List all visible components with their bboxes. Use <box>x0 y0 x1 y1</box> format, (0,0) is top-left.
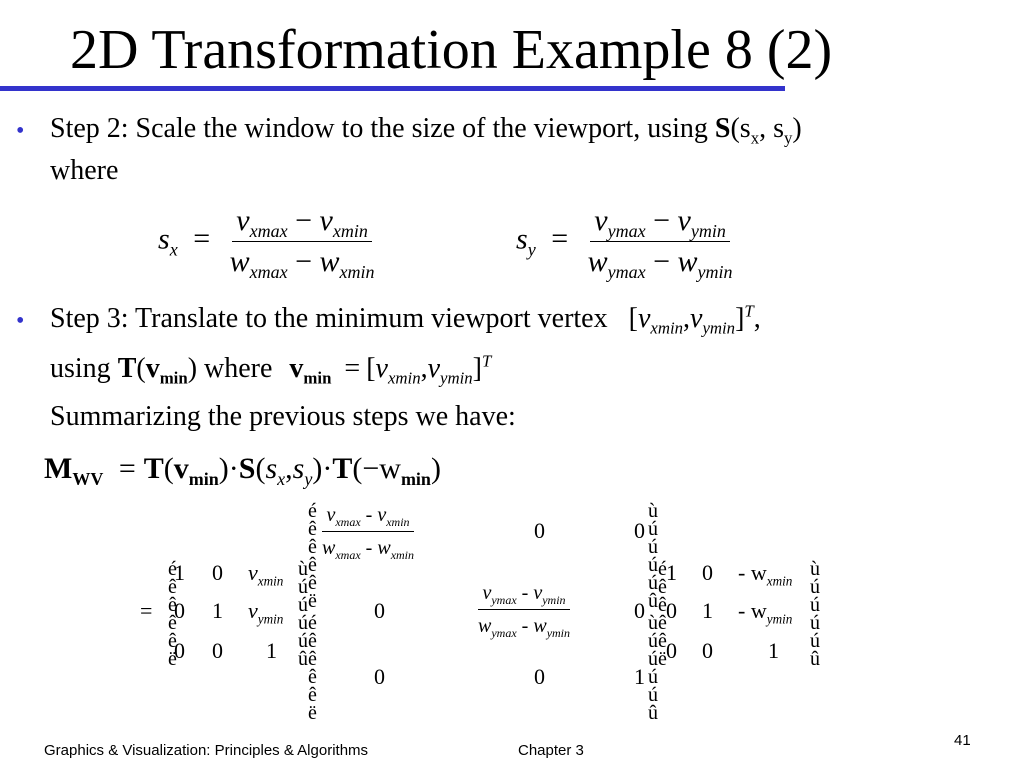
step3-v1b: v <box>375 353 388 384</box>
mm-r2c2-num-dash: - <box>521 582 529 604</box>
step3-v1: v <box>637 303 651 334</box>
mm-r2c2-den-dash: - <box>521 615 529 637</box>
mwv-comma: , <box>285 452 293 485</box>
mwv-close1: ) <box>218 452 229 485</box>
sy-num-v2: v <box>677 204 691 237</box>
mwv-S: S <box>238 452 256 485</box>
rm-r3c3: 1 <box>768 638 779 663</box>
step3-sep2: , <box>420 353 428 384</box>
sy-num-v1-sub: ymax <box>607 221 646 241</box>
sy-lhs: s <box>516 222 528 256</box>
mwv-close3: ) <box>430 452 441 485</box>
sx-den-minus: − <box>295 245 313 278</box>
lm-r1c3 <box>248 560 284 589</box>
lm-r3c1: 0 <box>174 638 185 663</box>
matrix-eq: = <box>140 598 153 623</box>
mwv-close2: ) <box>312 452 323 485</box>
mid-matrix-close-bracket-bottom: ù ú ú ú ú û <box>648 612 658 724</box>
mid-matrix-open-bracket-top: é ê ê ê ê ë <box>308 500 317 612</box>
sx-den-w2-sub: xmin <box>339 262 375 282</box>
mwv-dot2: · <box>322 452 333 485</box>
rm-r1c3 <box>738 560 793 589</box>
mm-r1c1-num-v1: v <box>326 504 336 526</box>
lm-r1c2: 0 <box>212 560 223 585</box>
sx-lhs-sub: x <box>169 239 178 260</box>
lm-r1c3-sub: xmin <box>257 573 284 589</box>
mwv-v: v <box>173 452 189 485</box>
sx-lhs: s <box>158 222 170 256</box>
step3-v1b-sub: xmin <box>387 368 421 388</box>
mwv-M: M <box>44 452 73 485</box>
rm-r2c1: 0 <box>666 598 677 623</box>
step3-paren-close: ) <box>187 353 198 384</box>
lm-r1c1: 1 <box>174 560 185 585</box>
mwv-sy: s <box>292 452 305 485</box>
sx-num-v1-sub: xmax <box>249 221 288 241</box>
mwv-M-sub: WV <box>72 469 104 489</box>
mm-r3c3: 1 <box>634 664 645 689</box>
step3-where: where <box>204 353 273 384</box>
mm-r1c1-num <box>322 502 413 532</box>
rm-r2c3-text: - w <box>738 598 767 623</box>
mm-r1c3: 0 <box>634 518 645 543</box>
mm-r3c2: 0 <box>534 664 545 689</box>
mm-r2c1: 0 <box>374 598 385 623</box>
right-matrix-open-bracket: é ê ê ê ê ë <box>658 558 667 670</box>
step2-close: ) <box>792 113 802 144</box>
step3-vec-v: v <box>145 353 160 384</box>
mwv-w-sub: min <box>400 469 431 489</box>
rm-r2c3 <box>738 598 793 627</box>
mm-r1c1-num-v2-sub: xmin <box>386 515 410 529</box>
step3-v2-sub: ymin <box>702 318 736 338</box>
sx-num-minus: − <box>295 204 313 237</box>
step3-trail: , <box>753 303 761 334</box>
mm-r2c2-den-w1-sub: ymax <box>491 626 517 640</box>
rm-r1c3-sub: xmin <box>766 573 793 589</box>
step3-v2: v <box>690 303 703 334</box>
mm-r1c1-fraction <box>318 502 418 561</box>
mm-r1c1-num-v1-sub: xmax <box>335 515 361 529</box>
lm-r2c1: 0 <box>174 598 185 623</box>
mwv-neg-w: (−w <box>352 452 401 485</box>
sx-den-w1: w <box>229 245 250 278</box>
mm-r2c2-den <box>474 610 574 639</box>
mm-r1c1-frac <box>318 502 418 561</box>
lm-r3c2: 0 <box>212 638 223 663</box>
step3-v1-sub: xmin <box>650 318 683 338</box>
bullet-dot-2: • <box>16 308 25 334</box>
mwv-sy-sub: y <box>304 469 313 489</box>
mid-matrix-open-bracket-bottom: é ê ê ê ê ë <box>308 612 317 724</box>
mwv-open1: ( <box>163 452 174 485</box>
mm-r2c3: 0 <box>634 598 645 623</box>
step3-v2b: v <box>427 353 441 384</box>
step3-sep: , <box>683 303 690 334</box>
mwv-v-sub: min <box>188 469 219 489</box>
sx-den-w2: w <box>319 245 340 278</box>
mm-r1c1-den-w1-sub: xmax <box>335 548 361 562</box>
footer-chapter: Chapter 3 <box>518 742 584 759</box>
rm-r1c2: 0 <box>702 560 713 585</box>
step2-comma: , s <box>759 113 784 144</box>
step3-eq: = <box>344 353 361 384</box>
sy-eq: = <box>551 222 569 256</box>
mm-r2c2-den-w1: w <box>478 615 492 637</box>
step3-bracket-open: [ <box>366 353 376 384</box>
rm-r3c2: 0 <box>702 638 713 663</box>
mm-r3c1: 0 <box>374 664 385 689</box>
left-matrix-open-bracket: é ê ê ê ê ë <box>168 558 177 670</box>
sx-num-v1: v <box>236 204 250 237</box>
mm-r1c1-den <box>318 532 418 561</box>
slide-title: 2D Transformation Example 8 (2) <box>70 19 833 81</box>
step2-sub-y: y <box>784 128 793 148</box>
step2-sub-x: x <box>750 128 760 148</box>
mwv-sx: s <box>265 452 278 485</box>
step3-vertex-close: ] <box>735 303 745 334</box>
rm-r3c1: 0 <box>666 638 677 663</box>
footer-book-title: Graphics & Visualization: Principles & Algorithms <box>44 742 369 759</box>
mwv-open2: ( <box>255 452 266 485</box>
mid-matrix-close-bracket-top: ù ú ú ú ú û <box>648 500 658 612</box>
mm-r2c2-num-v2: v <box>533 582 543 604</box>
mm-r1c1-den-dash: - <box>365 537 373 559</box>
right-matrix-close-bracket: ù ú ú ú ú û <box>810 558 820 670</box>
step2-S: S <box>714 113 731 144</box>
step3-vertex-open: [ <box>628 303 638 334</box>
step3-text: Step 3: Translate to the minimum viewport vertex <box>50 303 608 334</box>
bullet-dot-1: • <box>16 118 25 144</box>
rm-r1c1: 1 <box>666 560 677 585</box>
step3-using: using <box>50 353 111 384</box>
rm-r1c3-text: - w <box>738 560 767 585</box>
sy-den-w2-sub: ymin <box>697 262 733 282</box>
mm-r2c2-num-v1-sub: ymax <box>491 593 517 607</box>
footer-page-number: 41 <box>954 732 971 749</box>
step3-vmin-sub: min <box>159 368 188 388</box>
sx-den-w1-sub: xmax <box>249 262 288 282</box>
step3-vmin-sub2: min <box>303 368 332 388</box>
mwv-eq: = <box>118 452 136 485</box>
step2-open: (s <box>730 113 751 144</box>
mm-r2c2-frac <box>474 580 574 639</box>
rm-r2c3-sub: ymin <box>766 611 793 627</box>
sx-num-v2-sub: xmin <box>332 221 368 241</box>
step3-v2b-sub: ymin <box>440 368 473 388</box>
mm-r1c1-den-w1: w <box>322 537 336 559</box>
mm-r2c2-num <box>478 580 569 610</box>
lm-r2c2: 1 <box>212 598 223 623</box>
step2-line2: where <box>50 155 119 186</box>
mwv-sx-sub: x <box>277 469 286 489</box>
step3-transpose2: T <box>481 351 492 371</box>
step3-summarizing: Summarizing the previous steps we have: <box>50 401 516 432</box>
sy-den-w1-sub: ymax <box>607 262 646 282</box>
mm-r2c2-den-w2-sub: ymin <box>546 626 571 640</box>
mm-r2c2-num-v2-sub: ymin <box>542 593 566 607</box>
sy-num-v2-sub: ymin <box>690 221 726 241</box>
mwv-dot1: · <box>228 452 239 485</box>
sy-num-v1: v <box>594 204 608 237</box>
lm-r3c3: 1 <box>266 638 277 663</box>
step3-transpose: T <box>744 301 754 321</box>
sy-den-minus: − <box>653 245 671 278</box>
sy-num-minus: − <box>653 204 671 237</box>
sy-lhs-sub: y <box>527 239 536 260</box>
sx-num-v2: v <box>319 204 333 237</box>
step3-bracket-close: ] <box>472 353 482 384</box>
step3-T: T <box>117 353 137 384</box>
lm-r2c3 <box>248 598 284 627</box>
step2-text: Step 2: Scale the window to the size of the viewport, using <box>50 113 715 144</box>
lm-r1c3-v: v <box>248 560 258 585</box>
step3-paren-open: ( <box>136 353 146 384</box>
sx-eq: = <box>193 222 211 256</box>
mm-r2c2-fraction <box>474 580 574 639</box>
sy-den-w1: w <box>587 245 608 278</box>
rm-r2c2: 1 <box>702 598 713 623</box>
mm-r2c2-num-v1: v <box>482 582 492 604</box>
left-matrix-close-bracket: ù ú ú ú ú û <box>298 558 308 670</box>
mm-r1c2: 0 <box>534 518 545 543</box>
mwv-T1: T <box>143 452 164 485</box>
sy-den-w2: w <box>677 245 698 278</box>
mm-r1c1-num-dash: - <box>365 504 373 526</box>
mm-r1c1-num-v2: v <box>377 504 387 526</box>
mwv-T2: T <box>332 452 353 485</box>
mm-r1c1-den-w2-sub: xmin <box>390 548 415 562</box>
step3-vec-v2: v <box>289 353 304 384</box>
mm-r2c2-den-w2: w <box>533 615 547 637</box>
mm-r1c1-den-w2: w <box>377 537 391 559</box>
lm-r2c3-sub: ymin <box>257 611 284 627</box>
lm-r2c3-v: v <box>248 598 258 623</box>
